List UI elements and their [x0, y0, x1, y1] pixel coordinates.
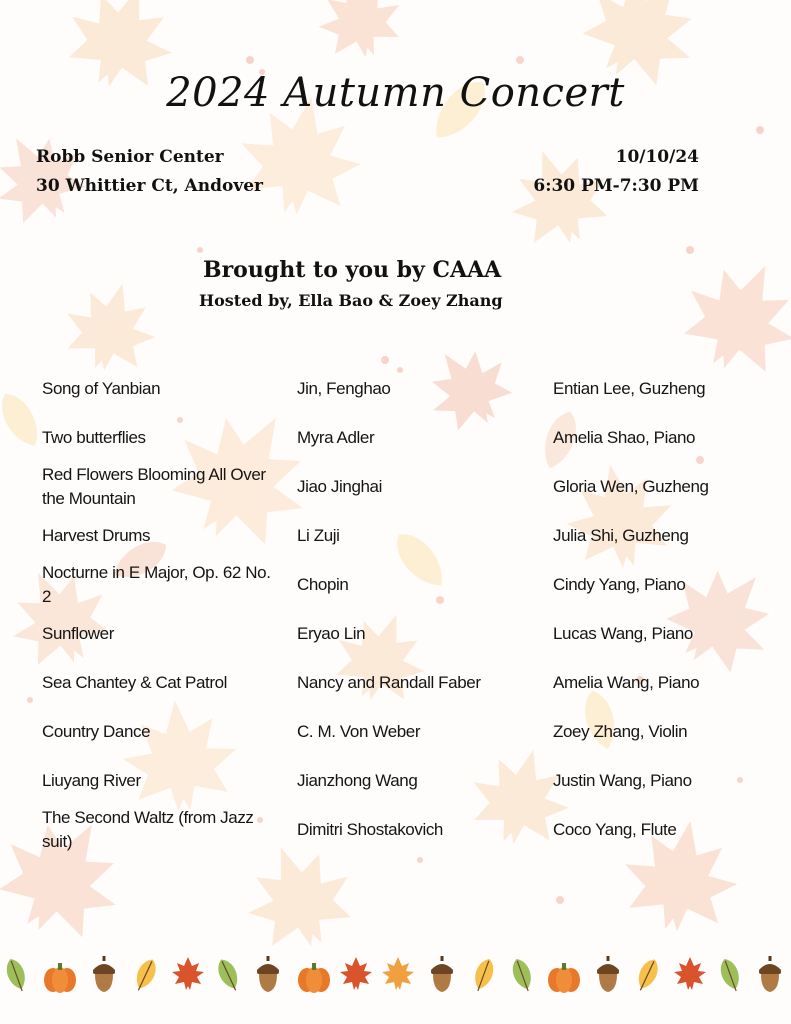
composer-name: Eryao Lin: [297, 624, 366, 643]
piece-title: Sea Chantey & Cat Patrol: [42, 673, 228, 692]
program-row: [0, 610, 791, 658]
date-time-block: [533, 143, 699, 201]
performer-name: Julia Shi, Guzheng: [553, 526, 689, 545]
performer-name: Coco Yang, Flute: [553, 820, 677, 839]
composer-name: Chopin: [297, 575, 349, 594]
program-row: [0, 659, 791, 707]
piece-title: Two butterflies: [42, 428, 146, 447]
pumpkin-icon: [44, 963, 76, 993]
leaf-icon: [3, 956, 30, 994]
maple-leaf-icon: [340, 957, 372, 990]
piece-title: Country Dance: [42, 722, 151, 741]
maple-leaf-icon: [674, 957, 706, 990]
performer-name: Amelia Shao, Piano: [553, 428, 696, 447]
program-row: [0, 463, 791, 511]
leaf-icon: [717, 956, 744, 994]
program-row: [0, 708, 791, 756]
leaf-icon: [633, 956, 662, 994]
maple-leaf-icon: [382, 957, 414, 990]
presenter-line: Brought to you by CAAA: [203, 257, 502, 283]
composer-name: Dimitri Shostakovich: [297, 820, 443, 839]
performer-name: Gloria Wen, Guzheng: [553, 477, 709, 496]
acorn-icon: [257, 956, 279, 992]
event-date: 10/10/24: [615, 147, 699, 167]
composer-name: Jianzhong Wang: [297, 771, 418, 790]
piece-title: Song of Yanbian: [42, 379, 161, 398]
piece-title: Nocturne in E Major, Op. 62 No. 2: [42, 563, 271, 606]
program-row: [0, 757, 791, 805]
performer-name: Amelia Wang, Piano: [553, 673, 700, 692]
leaf-icon: [214, 956, 243, 994]
leaf-icon: [470, 956, 497, 994]
composer-name: Nancy and Randall Faber: [297, 673, 481, 692]
event-time: 6:30 PM-7:30 PM: [533, 176, 699, 196]
piece-title: The Second Waltz (from Jazz suit): [42, 808, 254, 851]
program-row: [0, 512, 791, 560]
composer-name: Li Zuji: [297, 526, 340, 545]
composer-name: Jiao Jinghai: [297, 477, 382, 496]
performer-name: Zoey Zhang, Violin: [553, 722, 688, 741]
acorn-icon: [93, 956, 115, 992]
autumn-border: [0, 950, 791, 1000]
venue-address: 30 Whittier Ct, Andover: [36, 176, 263, 196]
program-row: [0, 414, 791, 462]
maple-leaf-icon: [172, 957, 204, 990]
acorn-icon: [431, 956, 453, 992]
piece-title: Red Flowers Blooming All Over the Mountain: [42, 465, 266, 508]
venue-name: Robb Senior Center: [36, 147, 224, 167]
composer-name: Myra Adler: [297, 428, 375, 447]
pumpkin-icon: [298, 963, 330, 993]
pumpkin-icon: [548, 963, 580, 993]
performer-name: Lucas Wang, Piano: [553, 624, 693, 643]
performer-name: Entian Lee, Guzheng: [553, 379, 706, 398]
performer-name: Cindy Yang, Piano: [553, 575, 686, 594]
performer-name: Justin Wang, Piano: [553, 771, 692, 790]
program-row: [0, 561, 791, 609]
acorn-icon: [597, 956, 619, 992]
composer-name: C. M. Von Weber: [297, 722, 421, 741]
concert-title: 2024 Autumn Concert: [166, 70, 625, 116]
piece-title: Harvest Drums: [42, 526, 151, 545]
hosts-line: Hosted by, Ella Bao & Zoey Zhang: [199, 291, 503, 310]
leaf-icon: [509, 956, 536, 994]
composer-name: Jin, Fenghao: [297, 379, 391, 398]
leaf-icon: [131, 956, 160, 994]
program-row: [0, 806, 791, 854]
piece-title: Sunflower: [42, 624, 114, 643]
piece-title: Liuyang River: [42, 771, 141, 790]
venue-block: [36, 143, 263, 201]
program-row: [0, 365, 791, 413]
acorn-icon: [759, 956, 781, 992]
